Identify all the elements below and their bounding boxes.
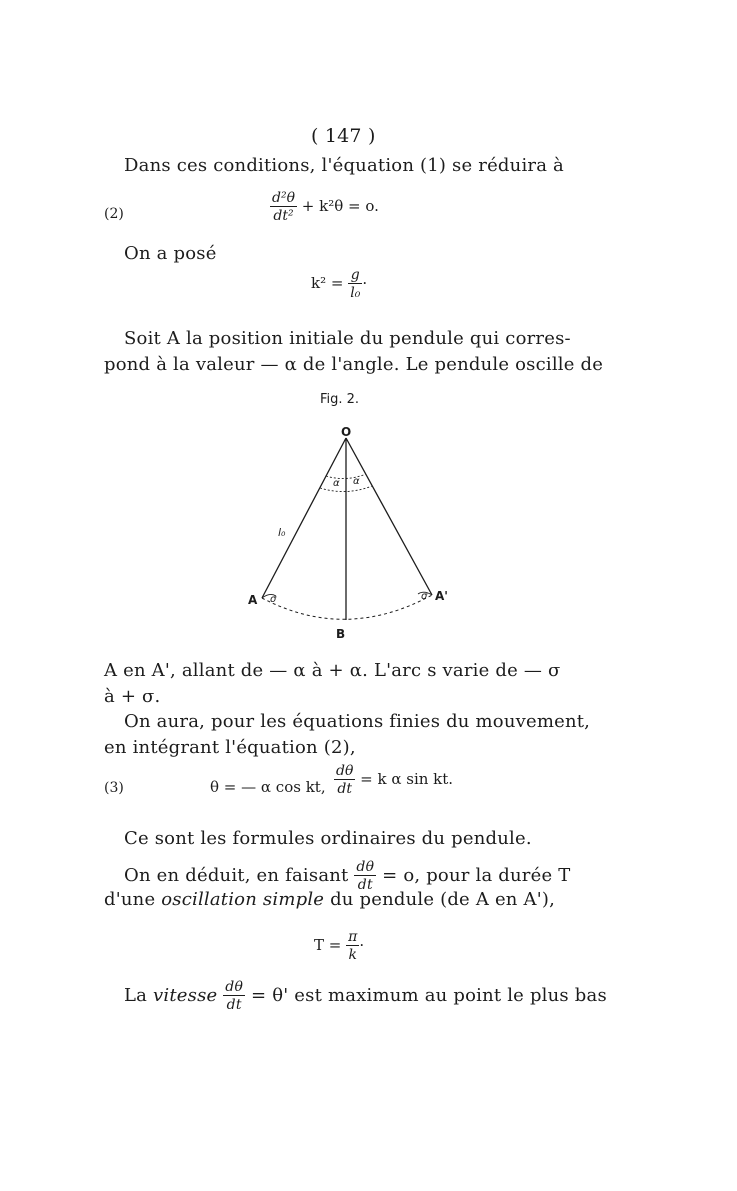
denominator: dt: [226, 997, 242, 1013]
numerator: dθ: [225, 979, 244, 995]
numerator: d²θ: [272, 190, 296, 206]
label-O: O: [341, 425, 352, 439]
paragraph-line: [124, 860, 570, 892]
paragraph-line: Ce sont les formules ordinaires du pendule.: [124, 828, 532, 849]
equation-k: [311, 268, 367, 300]
paragraph-line: [124, 980, 607, 1012]
label-alpha-left: α: [333, 478, 340, 489]
equation-rest: = k α sin kt.: [360, 770, 454, 788]
numerator: dθ: [356, 859, 375, 875]
denominator: l₀: [350, 285, 361, 301]
text-segment: = o, pour la durée T: [382, 865, 571, 886]
swing-arc: [262, 595, 432, 619]
paragraph-line: Dans ces conditions, l'équation (1) se réduira à: [124, 155, 564, 176]
paragraph-line: Soit A la position initiale du pendule qui corres-: [124, 328, 571, 349]
equation-number: (3): [104, 780, 124, 796]
numerator: g: [348, 268, 362, 284]
equation-3-theta: θ = — α cos kt,: [210, 778, 326, 796]
text-segment: du pendule (de A en A'),: [330, 889, 556, 910]
fraction: [346, 930, 359, 962]
label-A: A: [248, 593, 258, 607]
fraction: [270, 191, 297, 223]
numerator: π: [348, 929, 358, 945]
numerator: dθ: [336, 763, 354, 779]
text-segment-italic: oscillation simple: [161, 889, 325, 910]
paragraph-line: On aura, pour les équations finies du mouvement,: [124, 711, 591, 732]
paragraph-line: A en A', allant de — α à + α. L'arc s varie de — σ: [104, 660, 561, 681]
denominator: dt: [357, 877, 373, 893]
page-number: ( 147 ): [311, 125, 376, 147]
paragraph-line: en intégrant l'équation (2),: [104, 737, 356, 758]
equation-end: ·: [359, 936, 365, 954]
equation-2: [270, 191, 379, 223]
label-alpha-right: α: [353, 476, 360, 487]
text-segment: La: [124, 985, 148, 1006]
pendulum-line-OA: [262, 438, 346, 598]
denominator: dt: [337, 781, 352, 797]
label-B: B: [336, 627, 346, 641]
text-segment: = θ' est maximum au point le plus bas: [251, 985, 607, 1006]
equation-lhs: k² =: [311, 274, 344, 292]
label-A-prime: A': [435, 589, 448, 603]
denominator: dt²: [273, 208, 294, 224]
fraction: [348, 268, 362, 300]
equation-lhs: T =: [314, 936, 342, 954]
paragraph-line: pond à la valeur — α de l'angle. Le pendule oscille de: [104, 354, 604, 375]
fraction: [223, 980, 245, 1012]
pendulum-figure: [240, 420, 470, 645]
fraction: [334, 764, 355, 796]
label-l0: l₀: [278, 526, 286, 539]
text-segment: On en déduit, en faisant: [124, 865, 349, 886]
figure-caption: Fig. 2.: [320, 392, 360, 407]
equation-number: (2): [104, 206, 124, 222]
equation-3-derivative: [334, 764, 453, 796]
denominator: k: [348, 947, 357, 963]
pendulum-line-OAprime: [346, 438, 432, 595]
label-sigma-right: σ: [421, 591, 428, 602]
fraction: [354, 860, 376, 892]
label-sigma-left: σ: [270, 594, 277, 605]
equation-end: ·: [362, 274, 368, 292]
equation-rest: + k²θ = o.: [301, 197, 379, 215]
equation-T: [314, 930, 364, 962]
paragraph-line: On a posé: [124, 243, 217, 264]
text-segment: d'une: [104, 889, 156, 910]
paragraph-line: à + σ.: [104, 686, 161, 707]
text-segment-italic: vitesse: [153, 985, 218, 1006]
paragraph-line: [104, 889, 555, 910]
